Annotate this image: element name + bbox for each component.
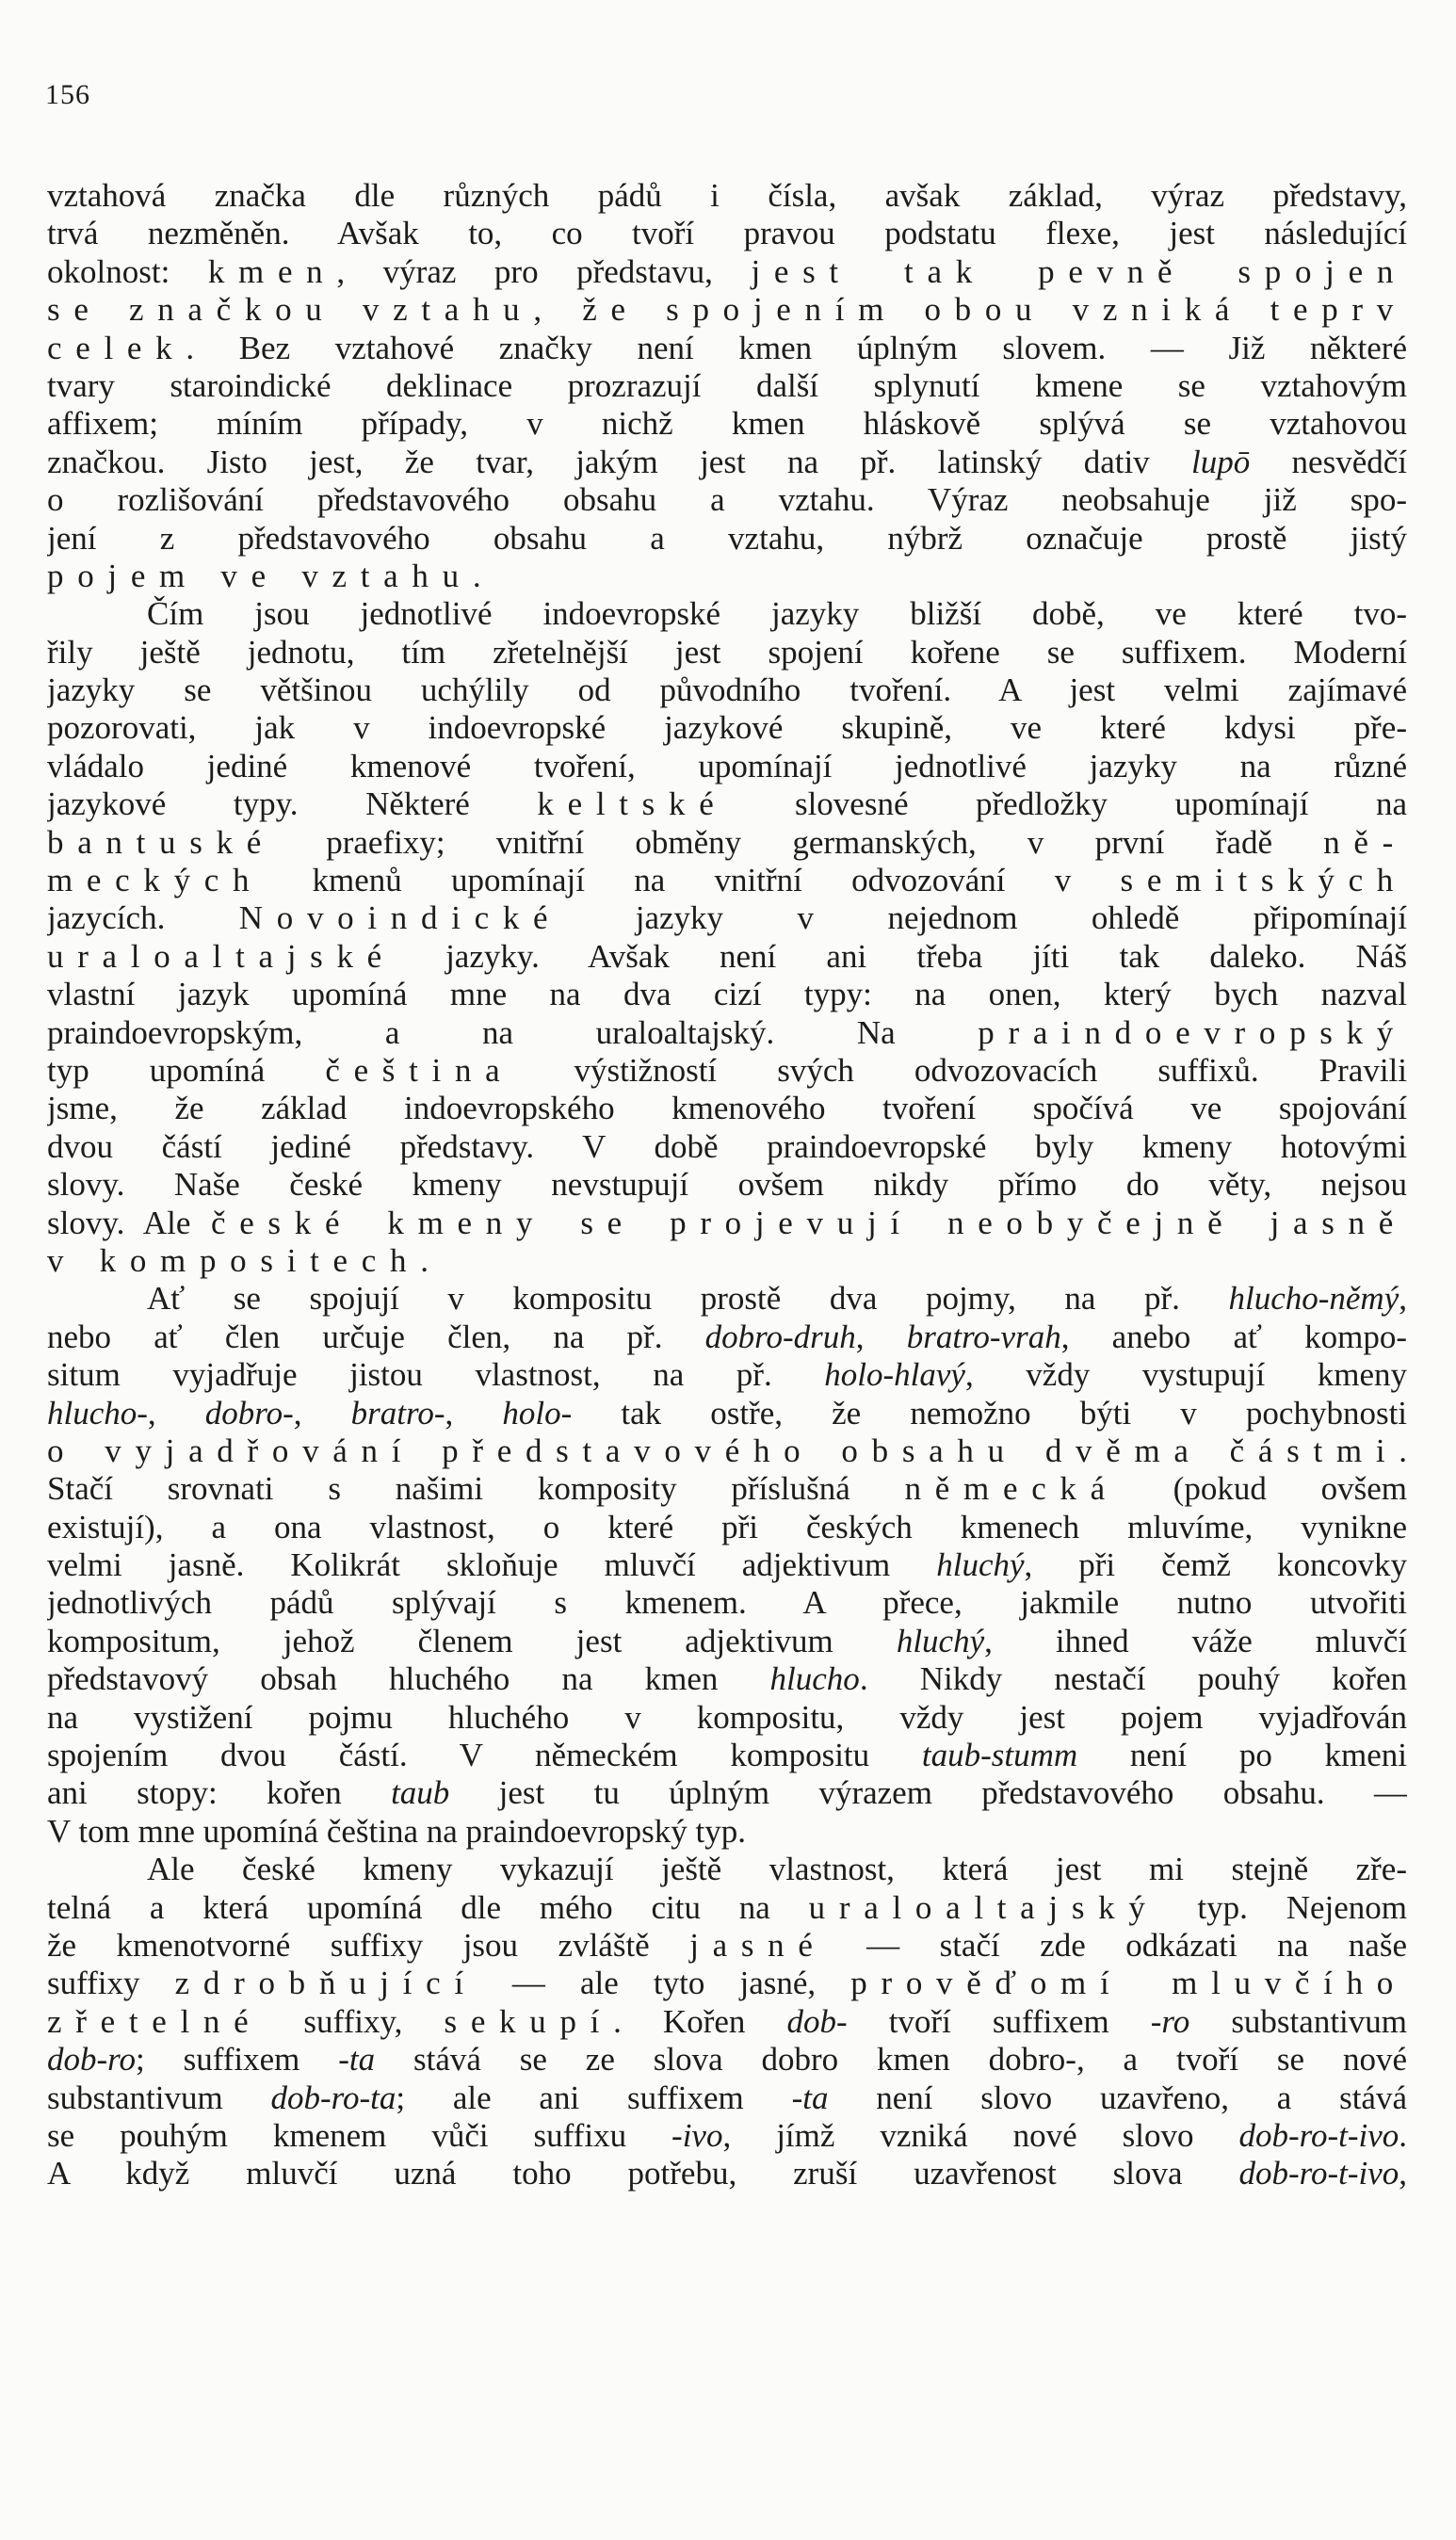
spaced-emphasis: ně- xyxy=(1323,823,1407,861)
text-run: , xyxy=(445,1394,503,1432)
text-run: jazycích. xyxy=(47,899,239,937)
text-run: . xyxy=(420,1241,429,1279)
italic-term: bratro- xyxy=(350,1394,445,1432)
italic-term: -ro xyxy=(1150,2002,1190,2040)
text-run: , při čemž koncovky xyxy=(1024,1546,1407,1584)
text-run: , anebo ať kompo- xyxy=(1060,1318,1407,1355)
text-run: není slovo uzavřeno, a stává xyxy=(828,2079,1407,2116)
spaced-emphasis: Novoindické xyxy=(238,899,562,937)
italic-term: bratro-vrah xyxy=(906,1318,1061,1355)
italic-term: dob-ro-t-ivo xyxy=(1238,2116,1399,2154)
text-line xyxy=(47,862,1407,899)
spaced-emphasis: pojem ve vztahu xyxy=(47,557,473,594)
text-line xyxy=(47,1774,1407,1812)
text-run: jednotlivých pádů splývají s kmenem. A přece, jakmile nutno utvořiti xyxy=(47,1584,1407,1622)
text-line xyxy=(47,367,1407,405)
text-run: jazykové typy. Některé xyxy=(47,785,538,823)
spaced-emphasis: jasné xyxy=(689,1926,827,1964)
spaced-emphasis: sekupí xyxy=(444,2002,614,2040)
spaced-emphasis: prověďomí mluvčího xyxy=(850,1965,1407,2002)
text-run: , vždy vystupují kmeny xyxy=(964,1356,1407,1394)
text-line xyxy=(47,1889,1407,1927)
spaced-emphasis: kmen xyxy=(207,252,337,290)
text-run: výstižností svých odvozovacích suffixů. Pravili xyxy=(513,1051,1407,1089)
text-line xyxy=(47,1356,1407,1394)
spaced-emphasis: zřetelné xyxy=(47,2002,263,2040)
text-line xyxy=(47,1319,1407,1356)
text-run: jazyky. Avšak není ani třeba jíti tak daleko. Náš xyxy=(395,937,1407,975)
text-line xyxy=(47,558,1407,595)
text-run: trvá nezměněn. Avšak to, co tvoří pravou podstatu flexe, jest následující xyxy=(47,215,1407,252)
text-line xyxy=(47,330,1407,367)
text-run: praindoevropským, a na uraloaltajský. Na xyxy=(47,1013,979,1051)
italic-term: lupō xyxy=(1191,443,1251,480)
italic-term: hlucho- xyxy=(47,1394,148,1432)
text-line xyxy=(47,2117,1407,2155)
text-line xyxy=(47,1052,1407,1090)
italic-term: holo-hlavý xyxy=(824,1356,965,1394)
text-run: slovy. Naše české kmeny nevstupují ovšem nikdy přímo do věty, nejsou xyxy=(47,1166,1407,1204)
page-number: 156 xyxy=(45,79,90,110)
text-line xyxy=(47,253,1407,291)
text-line xyxy=(47,1395,1407,1432)
text-run: Ať se spojují v kompositu prostě dva pojmy, na př. xyxy=(147,1280,1229,1318)
text-line xyxy=(47,1546,1407,1584)
italic-term: hlucho-němý xyxy=(1228,1280,1399,1318)
spaced-emphasis: české kmeny se projevují neobyčejně jasně xyxy=(210,1204,1407,1241)
italic-term: hluchý xyxy=(936,1546,1025,1584)
text-run: — stačí zde odkázati na naše xyxy=(826,1926,1407,1964)
text-line xyxy=(47,1128,1407,1166)
text-line xyxy=(47,2041,1407,2079)
text-run: se pouhým kmenem vůči suffixu xyxy=(47,2116,672,2154)
text-run: jest tu úplným výrazem představového obsahu. — xyxy=(449,1774,1407,1812)
text-run: slovy. Ale xyxy=(47,1204,211,1241)
text-run: ; ale ani suffixem xyxy=(396,2079,792,2116)
text-line xyxy=(47,671,1407,709)
spaced-emphasis: uraloaltajské xyxy=(47,937,396,975)
text-run: kmenů upomínají na vnitřní odvozování v xyxy=(263,862,1121,899)
text-run: , xyxy=(293,1394,351,1432)
text-run: . Bez vztahové značky není kmen úplným slovem. — Již některé xyxy=(186,329,1407,366)
text-run: substantivum xyxy=(1189,2002,1407,2040)
italic-term: -ivo xyxy=(671,2116,723,2154)
italic-term: dobro- xyxy=(204,1394,294,1432)
text-run: praefixy; vnitřní obměny germanských, v první řadě xyxy=(275,823,1324,861)
text-run: A když mluvčí uzná toho potřebu, zruší uzavřenost slova xyxy=(47,2155,1239,2192)
italic-term: dob-ro-t-ivo xyxy=(1238,2155,1399,2192)
italic-term: holo- xyxy=(502,1394,573,1432)
text-line xyxy=(47,976,1407,1013)
text-line xyxy=(47,215,1407,252)
spaced-emphasis: meckých xyxy=(47,862,264,899)
text-run: . xyxy=(472,557,481,594)
text-run: typ upomíná xyxy=(47,1051,326,1089)
text-run: řily ještě jednotu, tím zřetelnější jest spojení kořene se suffixem. Moderní xyxy=(47,633,1407,671)
italic-term: hlucho xyxy=(769,1660,860,1698)
text-run: není po kmeni xyxy=(1077,1737,1407,1774)
spaced-emphasis: praindoevropský xyxy=(978,1013,1407,1051)
text-run: , výraz pro představu, xyxy=(336,252,752,290)
text-run: vztahová značka dle různých pádů i čísla, avšak základ, výraz představy, xyxy=(47,177,1407,214)
text-line xyxy=(47,785,1407,823)
text-line xyxy=(47,1623,1407,1660)
text-run: Čím jsou jednotlivé indoevropské jazyky bližší době, ve které tvo- xyxy=(147,595,1407,633)
text-line xyxy=(47,291,1407,329)
body-text xyxy=(47,177,1407,2193)
text-run: telná a která upomíná dle mého citu na xyxy=(47,1888,809,1926)
text-run: . Nikdy nestačí pouhý kořen xyxy=(859,1660,1407,1698)
spaced-emphasis: bantuské xyxy=(47,823,276,861)
text-run: affixem; míním případy, v nichž kmen hláskově splývá se vztahovou xyxy=(47,405,1407,443)
spaced-emphasis: keltské xyxy=(537,785,728,823)
text-run: (pokud ovšem xyxy=(1118,1470,1407,1508)
text-line xyxy=(47,1242,1407,1280)
text-run: tvary staroindické deklinace prozrazují další splynutí kmene se vztahovým xyxy=(47,366,1407,404)
text-line xyxy=(47,1965,1407,2002)
text-line xyxy=(47,1509,1407,1546)
text-run: jení z představového obsahu a vztahu, nýbrž označuje prostě jistý xyxy=(47,519,1407,557)
text-run: okolnost: xyxy=(47,252,208,290)
text-run: , ihned váže mluvčí xyxy=(984,1622,1407,1659)
text-line xyxy=(47,1584,1407,1622)
text-run: existují), a ona vlastnost, o které při českých kmenech mluvíme, vynikne xyxy=(47,1508,1407,1545)
italic-term: dob-ro xyxy=(47,2041,136,2079)
text-line xyxy=(47,1432,1407,1470)
spaced-emphasis: semitských xyxy=(1120,862,1407,899)
text-line xyxy=(47,899,1407,937)
text-run: nebo ať člen určuje člen, na př. xyxy=(47,1318,705,1355)
italic-term: dob-ro-ta xyxy=(270,2079,396,2116)
text-run: V tom mne upomíná čeština na praindoevropský typ. xyxy=(47,1812,746,1850)
text-run: stává se ze slova dobro kmen dobro-, a tvoří se nové xyxy=(375,2041,1407,2079)
text-run: nesvědčí xyxy=(1250,443,1407,480)
italic-term: dobro-druh xyxy=(704,1318,856,1355)
text-line xyxy=(47,405,1407,443)
text-line xyxy=(47,824,1407,862)
text-line xyxy=(47,1280,1407,1318)
text-run: o rozlišování představového obsahu a vztahu. Výraz neobsahuje již spo- xyxy=(47,481,1407,519)
spaced-emphasis: se značkou vztahu, že spojením obou vzniká teprv xyxy=(47,291,1407,329)
text-run: suffixy xyxy=(47,1965,175,2002)
text-run: jazyky v nejednom ohledě připomínají xyxy=(561,899,1407,937)
text-run: slovesné předložky upomínají na xyxy=(727,785,1407,823)
text-run: velmi jasně. Kolikrát skloňuje mluvčí adjektivum xyxy=(47,1546,937,1584)
italic-term: hluchý xyxy=(896,1622,985,1659)
text-run: jazyky se většinou uchýlily od původního tvoření. A jest velmi zajímavé xyxy=(47,671,1407,709)
text-run: . xyxy=(1399,2116,1407,2154)
spaced-emphasis: jest tak pevně spojen xyxy=(751,252,1407,290)
text-run: situm vyjadřuje jistou vlastnost, na př. xyxy=(47,1356,825,1394)
italic-term: taub xyxy=(391,1774,450,1812)
italic-term: dob- xyxy=(786,2002,848,2040)
text-run: že kmenotvorné suffixy jsou zvláště xyxy=(47,1926,690,1964)
text-run: pozorovati, jak v indoevropské jazykové skupině, ve které kdysi pře- xyxy=(47,709,1407,747)
text-run: , xyxy=(855,1318,907,1355)
text-run: , xyxy=(1399,2155,1407,2192)
text-line xyxy=(47,595,1407,633)
italic-term: -ta xyxy=(791,2079,829,2116)
text-line xyxy=(47,1927,1407,1965)
spaced-emphasis: zdrobňující xyxy=(174,1965,477,2002)
text-run: , jímž vzniká nové slovo xyxy=(722,2116,1239,2154)
spaced-emphasis: o vyjadřování představového obsahu dvěma částmi xyxy=(47,1432,1399,1469)
spaced-emphasis: v kompositech xyxy=(47,1241,421,1279)
text-line xyxy=(47,1205,1407,1242)
text-line xyxy=(47,444,1407,481)
text-line xyxy=(47,1470,1407,1508)
text-run: . xyxy=(1399,1432,1407,1469)
text-run: ; suffixem xyxy=(135,2041,339,2079)
text-run: vlastní jazyk upomíná mne na dva cizí typy: na onen, který bych nazval xyxy=(47,976,1407,1013)
text-line xyxy=(47,2155,1407,2192)
text-line xyxy=(47,748,1407,785)
text-line xyxy=(47,2079,1407,2117)
text-line xyxy=(47,1090,1407,1127)
text-line xyxy=(47,2003,1407,2041)
text-run: spojením dvou částí. V německém kompositu xyxy=(47,1737,922,1774)
text-run: představový obsah hluchého na kmen xyxy=(47,1660,770,1698)
text-run: suffixy, xyxy=(262,2002,445,2040)
text-line xyxy=(47,709,1407,747)
italic-term: -ta xyxy=(338,2041,376,2079)
text-line xyxy=(47,1014,1407,1052)
text-run: substantivum xyxy=(47,2079,271,2116)
text-line xyxy=(47,177,1407,215)
text-run: , xyxy=(147,1394,205,1432)
spaced-emphasis: celek xyxy=(47,329,186,366)
text-line xyxy=(47,1813,1407,1851)
text-line xyxy=(47,520,1407,558)
text-run: ani stopy: kořen xyxy=(47,1774,392,1812)
text-run: — ale tyto jasné, xyxy=(477,1965,851,2002)
text-run: značkou. Jisto jest, že tvar, jakým jest na př. latinský dativ xyxy=(47,443,1191,480)
text-run: vládalo jediné kmenové tvoření, upomínají jednotlivé jazyky na různé xyxy=(47,747,1407,785)
text-run: typ. Nejenom xyxy=(1158,1888,1407,1926)
text-run: , xyxy=(1399,1280,1407,1318)
spaced-emphasis: uraloaltajský xyxy=(808,1888,1159,1926)
text-line xyxy=(47,1166,1407,1204)
text-run: . Kořen xyxy=(613,2002,787,2040)
text-run: kompositum, jehož členem jest adjektivum xyxy=(47,1622,897,1659)
text-run: Stačí srovnati s našimi komposity příslušná xyxy=(47,1470,905,1508)
text-line xyxy=(47,1737,1407,1774)
spaced-emphasis: čeština xyxy=(325,1051,514,1089)
italic-term: taub-stumm xyxy=(921,1737,1078,1774)
text-run: Ale české kmeny vykazují ještě vlastnost, která jest mi stejně zře- xyxy=(147,1851,1407,1888)
text-run: tvoří suffixem xyxy=(847,2002,1151,2040)
text-run: dvou částí jediné představy. V době praindoevropské byly kmeny hotovými xyxy=(47,1127,1407,1165)
text-line xyxy=(47,481,1407,519)
text-line xyxy=(47,634,1407,671)
text-run: na vystižení pojmu hluchého v kompositu, vždy jest pojem vyjadřován xyxy=(47,1698,1407,1736)
text-line xyxy=(47,1660,1407,1698)
text-run: tak ostře, že nemožno býti v pochybnosti xyxy=(572,1394,1407,1432)
text-line xyxy=(47,938,1407,976)
text-run: jsme, že základ indoevropského kmenového tvoření spočívá ve spojování xyxy=(47,1090,1407,1127)
text-line xyxy=(47,1699,1407,1737)
spaced-emphasis: německá xyxy=(904,1470,1119,1508)
text-line xyxy=(47,1851,1407,1888)
